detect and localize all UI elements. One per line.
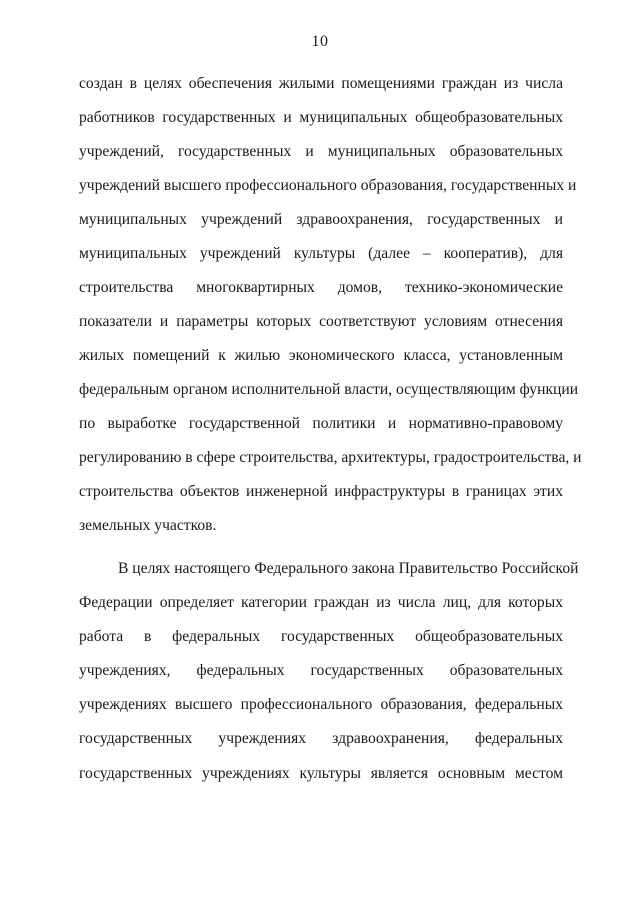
text-line: показатели и параметры которых соответствуют условиям отнесения	[79, 313, 563, 330]
text-line: государственных учреждениях культуры является основным местом	[79, 765, 563, 782]
text-line: учреждений, государственных и муниципальных образовательных	[79, 143, 563, 160]
text-line: работа в федеральных государственных общеобразовательных	[79, 628, 563, 645]
text-line: муниципальных учреждений здравоохранения, государственных и	[79, 211, 563, 228]
text-line: В целях настоящего Федерального закона Правительство Российской	[118, 560, 579, 577]
text-line: федеральным органом исполнительной власти, осуществляющим функции	[79, 381, 579, 398]
text-line: по выработке государственной политики и нормативно-правовому	[79, 415, 563, 432]
page-number: 10	[311, 33, 329, 50]
text-line: регулированию в сфере строительства, архитектуры, градостроительства, и	[79, 449, 582, 466]
text-line: учреждений высшего профессионального образования, государственных и	[79, 177, 577, 194]
text-line: земельных участков.	[79, 517, 217, 534]
text-line: учреждениях высшего профессионального образования, федеральных	[79, 696, 563, 713]
text-line: Федерации определяет категории граждан из числа лиц, для которых	[79, 594, 563, 611]
text-line: строительства многоквартирных домов, технико-экономические	[79, 279, 563, 296]
text-line: государственных учреждениях здравоохранения, федеральных	[79, 730, 563, 747]
text-line: работников государственных и муниципальных общеобразовательных	[79, 109, 563, 126]
text-line: строительства объектов инженерной инфраструктуры в границах этих	[79, 483, 563, 500]
text-line: учреждениях, федеральных государственных образовательных	[79, 662, 563, 679]
text-line: создан в целях обеспечения жилыми помещениями граждан из числа	[79, 75, 563, 92]
text-line: муниципальных учреждений культуры (далее – кооператив), для	[79, 245, 563, 262]
text-line: жилых помещений к жилью экономического класса, установленным	[79, 347, 563, 364]
